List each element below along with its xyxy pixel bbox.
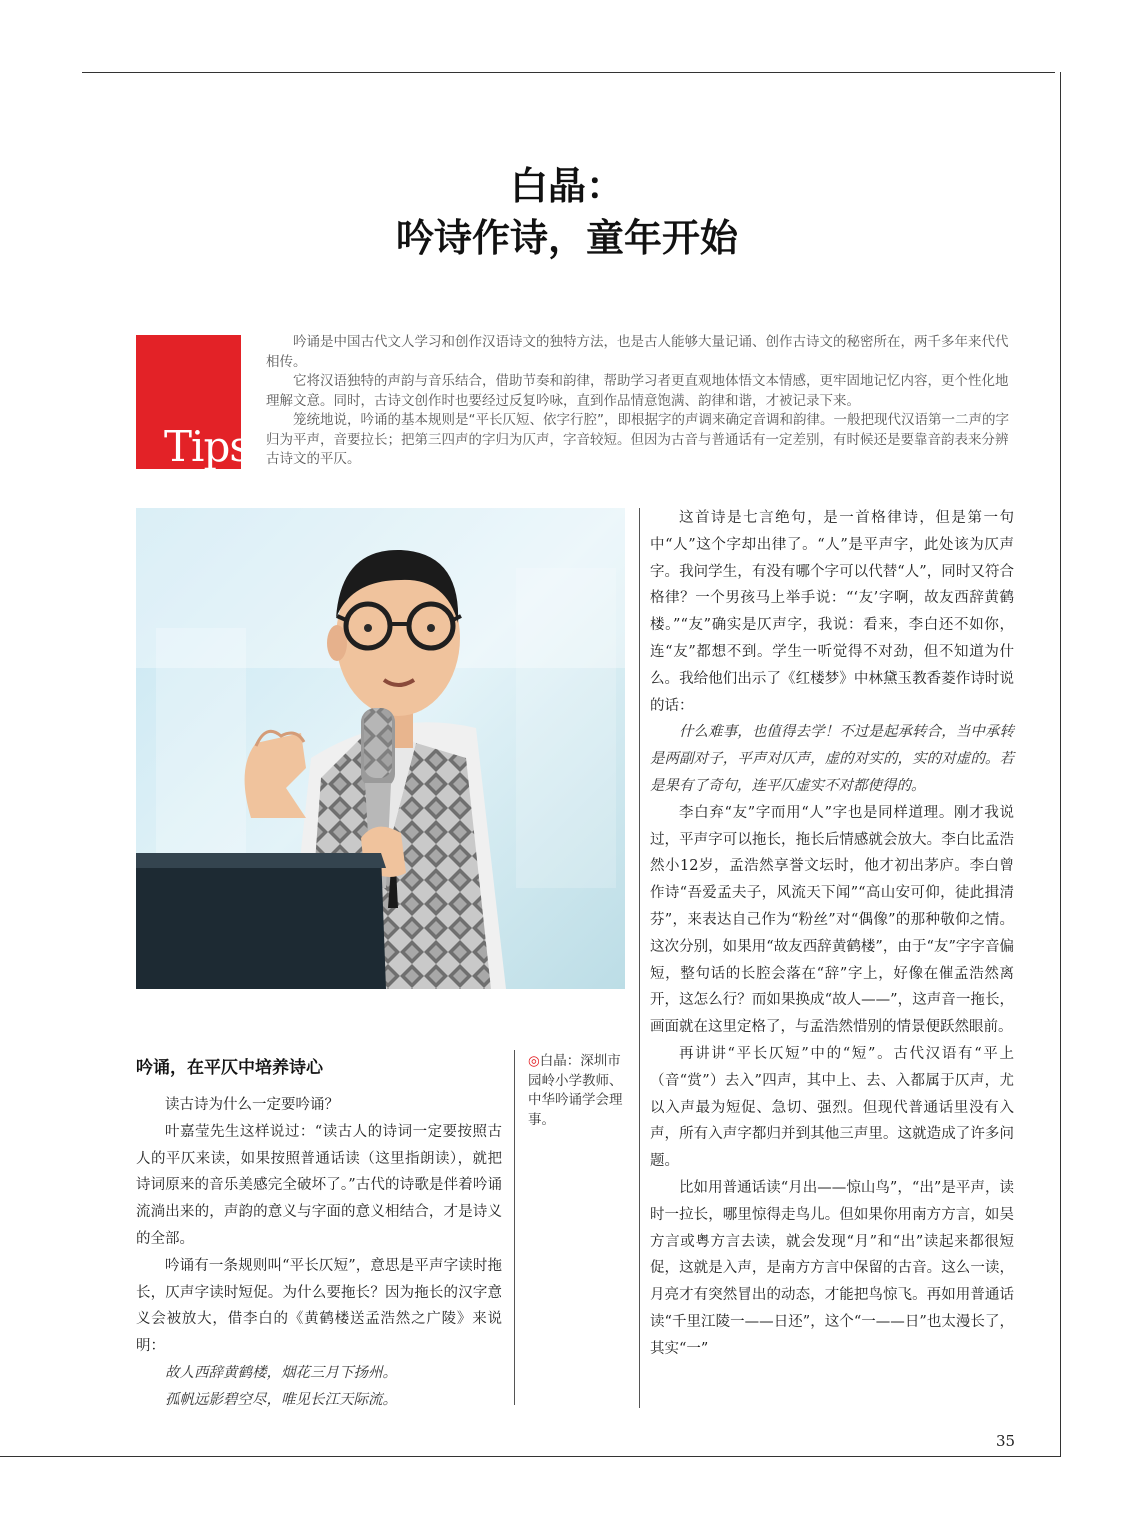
- tips-paragraph: 笼统地说，吟诵的基本规则是“平长仄短、依字行腔”，即根据字的声调来确定音调和韵律。一般把现代汉语第一二声的字归为平声，音要拉长；把第三四声的字归为仄声，字音较短。但因为古音与普通话有一定差别，有时候还是要靠音韵表来分辨古诗文的平仄。: [266, 412, 1009, 467]
- body-paragraph: 李白弃“友”字而用“人”字也是同样道理。刚才我说过，平声字可以拖长，拖长后情感就会放大。李白比孟浩然小12岁，孟浩然享誉文坛时，他才初出茅庐。李白曾作诗“吾爱孟夫子，风流天下闻”“高山安可仰，徒此揖清芬”，来表达自己作为“粉丝”对“偶像”的那种敬仰之情。这次分别，如果用“故友西辞黄鹤楼”，由于“友”字字音偏短，整句话的长腔会落在“辞”字上，好像在催孟浩然离开，这怎么行？而如果换成“故人——”，这声音一拖长，画面就在这里定格了，与孟浩然惜别的情景便跃然眼前。: [650, 804, 1014, 1036]
- top-rule: [82, 72, 1055, 73]
- bottom-rule: [0, 1456, 1061, 1457]
- body-paragraph: 读古诗为什么一定要吟诵？: [165, 1097, 339, 1113]
- poem-line: 孤帆远影碧空尽，唯见长江天际流。: [165, 1391, 397, 1408]
- right-margin-rule: [1060, 72, 1061, 1457]
- photo-caption: [528, 1052, 624, 1130]
- speaker-photo-illustration: [136, 508, 625, 989]
- quote-paragraph: 什么难事，也值得去学！不过是起承转合，当中承转是两副对子，平声对仄声，虚的对实的，实的对虚的。若是果有了奇句，连平仄虚实不对都使得的。: [650, 724, 1014, 794]
- article-title-line-1: 白晶：: [509, 164, 624, 208]
- body-paragraph: 这首诗是七言绝句，是一首格律诗，但是第一句中“人”这个字却出律了。“人”是平声字，此处该为仄声字。我问学生，有没有哪个字可以代替“人”，同时又符合格律？一个男孩马上举手说：“‘友’字啊，故友西辞黄鹤楼。”“友”确实是仄声字，我说：看来，李白还不如你，连“友”都想不到。学生一听觉得不对劲，但不知道为什么。我给他们出示了《红楼梦》中林黛玉教香菱作诗时说的话：: [650, 510, 1014, 714]
- body-paragraph: 比如用普通话读“月出——惊山鸟”，“出”是平声，读时一拉长，哪里惊得走鸟儿。但如果你用南方方言，如吴方言或粤方言去读，就会发现“月”和“出”读起来都很短促，这就是入声，是南方方言中保留的古音。这么一读，月亮才有突然冒出的动态，才能把鸟惊飞。再如用普通话读“千里江陵一——日还”，这个“一——日”也太漫长了，其实“一”: [650, 1179, 1014, 1357]
- column-divider: [639, 508, 640, 1408]
- body-paragraph: 吟诵有一条规则叫“平长仄短”，意思是平声字读时拖长，仄声字读时短促。为什么要拖长？因为拖长的汉字意义会被放大，借李白的《黄鹤楼送孟浩然之广陵》来说明：: [136, 1257, 502, 1355]
- tips-text: [266, 333, 1014, 470]
- article-title-line-2: 吟诗作诗，童年开始: [395, 216, 738, 260]
- caption-text: 白晶：深圳市园岭小学教师、中华吟诵学会理事。: [528, 1053, 623, 1128]
- section-heading: 吟诵，在平仄中培养诗心: [136, 1058, 323, 1078]
- tips-paragraph: 吟诵是中国古代文人学习和创作汉语诗文的独特方法，也是古人能够大量记诵、创作古诗文的秘密所在，两千多年来代代相传。: [266, 334, 1009, 370]
- poem-line: 故人西辞黄鹤楼，烟花三月下扬州。: [165, 1364, 397, 1381]
- left-column: [136, 1092, 502, 1414]
- page-number: 35: [996, 1432, 1016, 1450]
- right-column: [650, 505, 1014, 1363]
- body-paragraph: 再讲讲“平长仄短”中的“短”。古代汉语有“平上（音“赏”）去入”四声，其中上、去、入都属于仄声，尤以入声最为短促、急切、强烈。但现代普通话里没有入声，所有入声字都归并到其他三声里。这就造成了许多问题。: [650, 1045, 1014, 1170]
- caption-divider: [514, 1050, 515, 1405]
- tips-label: Tips: [164, 422, 250, 471]
- tips-badge: [136, 335, 250, 471]
- article-title: [0, 160, 1134, 264]
- speaker-photo: [136, 508, 625, 989]
- tips-paragraph: 它将汉语独特的声韵与音乐结合，借助节奏和韵律，帮助学习者更直观地体悟文本情感，更牢固地记忆内容，更个性化地理解文意。同时，古诗文创作时也要经过反复吟咏，直到作品情意饱满、韵律和谐，才被记录下来。: [266, 373, 1009, 409]
- caption-marker: ◎: [528, 1053, 540, 1069]
- body-paragraph: 叶嘉莹先生这样说过：“读古人的诗词一定要按照古人的平仄来读，如果按照普通话读（这里指朗读），就把诗词原来的音乐美感完全破坏了。”古代的诗歌是伴着吟诵流淌出来的，声韵的意义与字面的意义相结合，才是诗义的全部。: [136, 1123, 502, 1247]
